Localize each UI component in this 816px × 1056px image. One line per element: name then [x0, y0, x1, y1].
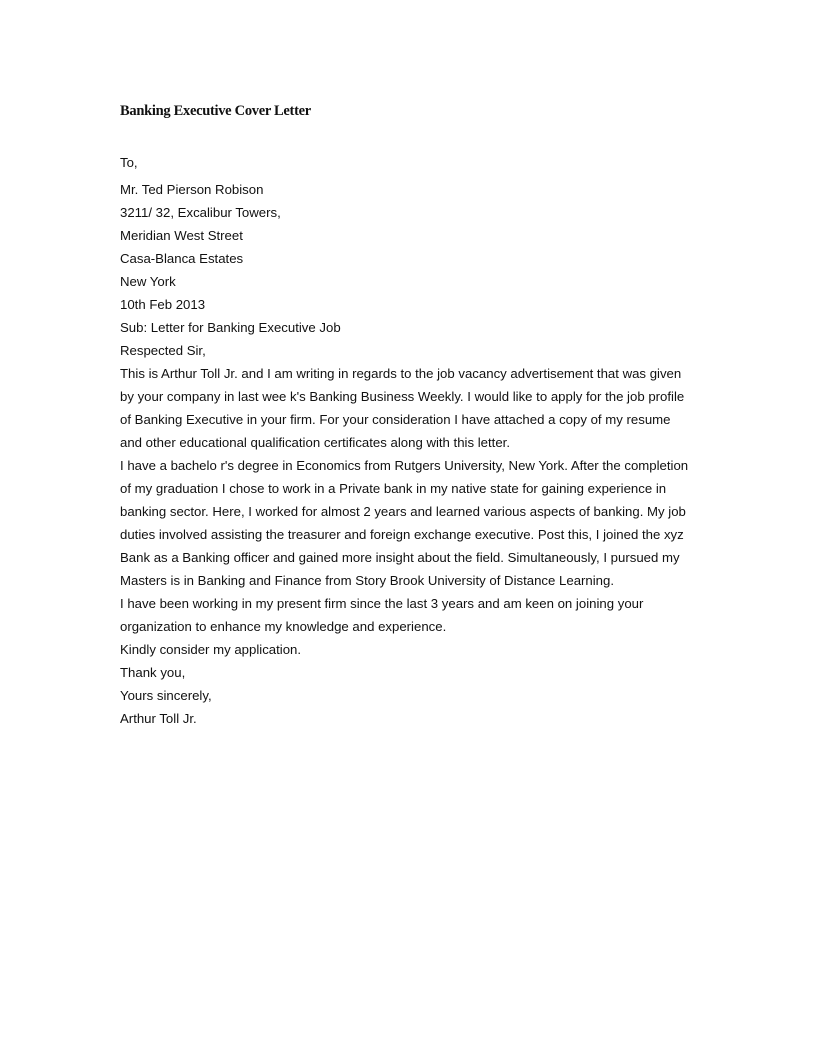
address-line-2: Meridian West Street	[120, 228, 243, 243]
paragraph-line: banking sector. Here, I worked for almost 2 years and learned various aspects of banking. My job	[120, 504, 686, 519]
paragraph-line: organization to enhance my knowledge and experience.	[120, 619, 447, 634]
paragraph-line: and other educational qualification certificates along with this letter.	[120, 435, 510, 450]
signature: Arthur Toll Jr.	[120, 711, 197, 726]
salutation-to: To,	[120, 155, 138, 170]
paragraph-line: of my graduation I chose to work in a Private bank in my native state for gaining experience in	[120, 481, 667, 496]
paragraph-line: of Banking Executive in your firm. For your consideration I have attached a copy of my resume	[120, 412, 671, 427]
paragraph-2	[120, 454, 700, 592]
closing-request: Kindly consider my application.	[120, 642, 302, 657]
letter-subject: Sub: Letter for Banking Executive Job	[120, 320, 341, 335]
thanks-line: Thank you,	[120, 665, 186, 680]
paragraph-line: This is Arthur Toll Jr. and I am writing in regards to the job vacancy advertisement that was given	[120, 366, 682, 381]
recipient-name: Mr. Ted Pierson Robison	[120, 182, 264, 197]
paragraph-line: I have a bachelo r's degree in Economics from Rutgers University, New York. After the completion	[120, 458, 689, 473]
address-line-1: 3211/ 32, Excalibur Towers,	[120, 205, 281, 220]
recipient-address	[120, 178, 700, 293]
letter-date: 10th Feb 2013	[120, 297, 206, 312]
letter-body	[120, 151, 700, 730]
paragraph-1	[120, 362, 700, 454]
paragraph-line: Bank as a Banking officer and gained more insight about the field. Simultaneously, I pursued my	[120, 550, 680, 565]
letter-greeting: Respected Sir,	[120, 343, 206, 358]
sign-off: Yours sincerely,	[120, 688, 212, 703]
address-line-3: Casa-Blanca Estates	[120, 251, 244, 266]
paragraph-line: duties involved assisting the treasurer and foreign exchange executive. Post this, I joined the xyz	[120, 527, 684, 542]
address-city: New York	[120, 274, 176, 289]
paragraph-3	[120, 592, 700, 638]
paragraph-line: Masters is in Banking and Finance from Story Brook University of Distance Learning.	[120, 573, 615, 588]
paragraph-line: I have been working in my present firm since the last 3 years and am keen on joining your	[120, 596, 644, 611]
document-title: Banking Executive Cover Letter	[120, 103, 311, 119]
paragraph-line: by your company in last wee k's Banking Business Weekly. I would like to apply for the job profile	[120, 389, 685, 404]
